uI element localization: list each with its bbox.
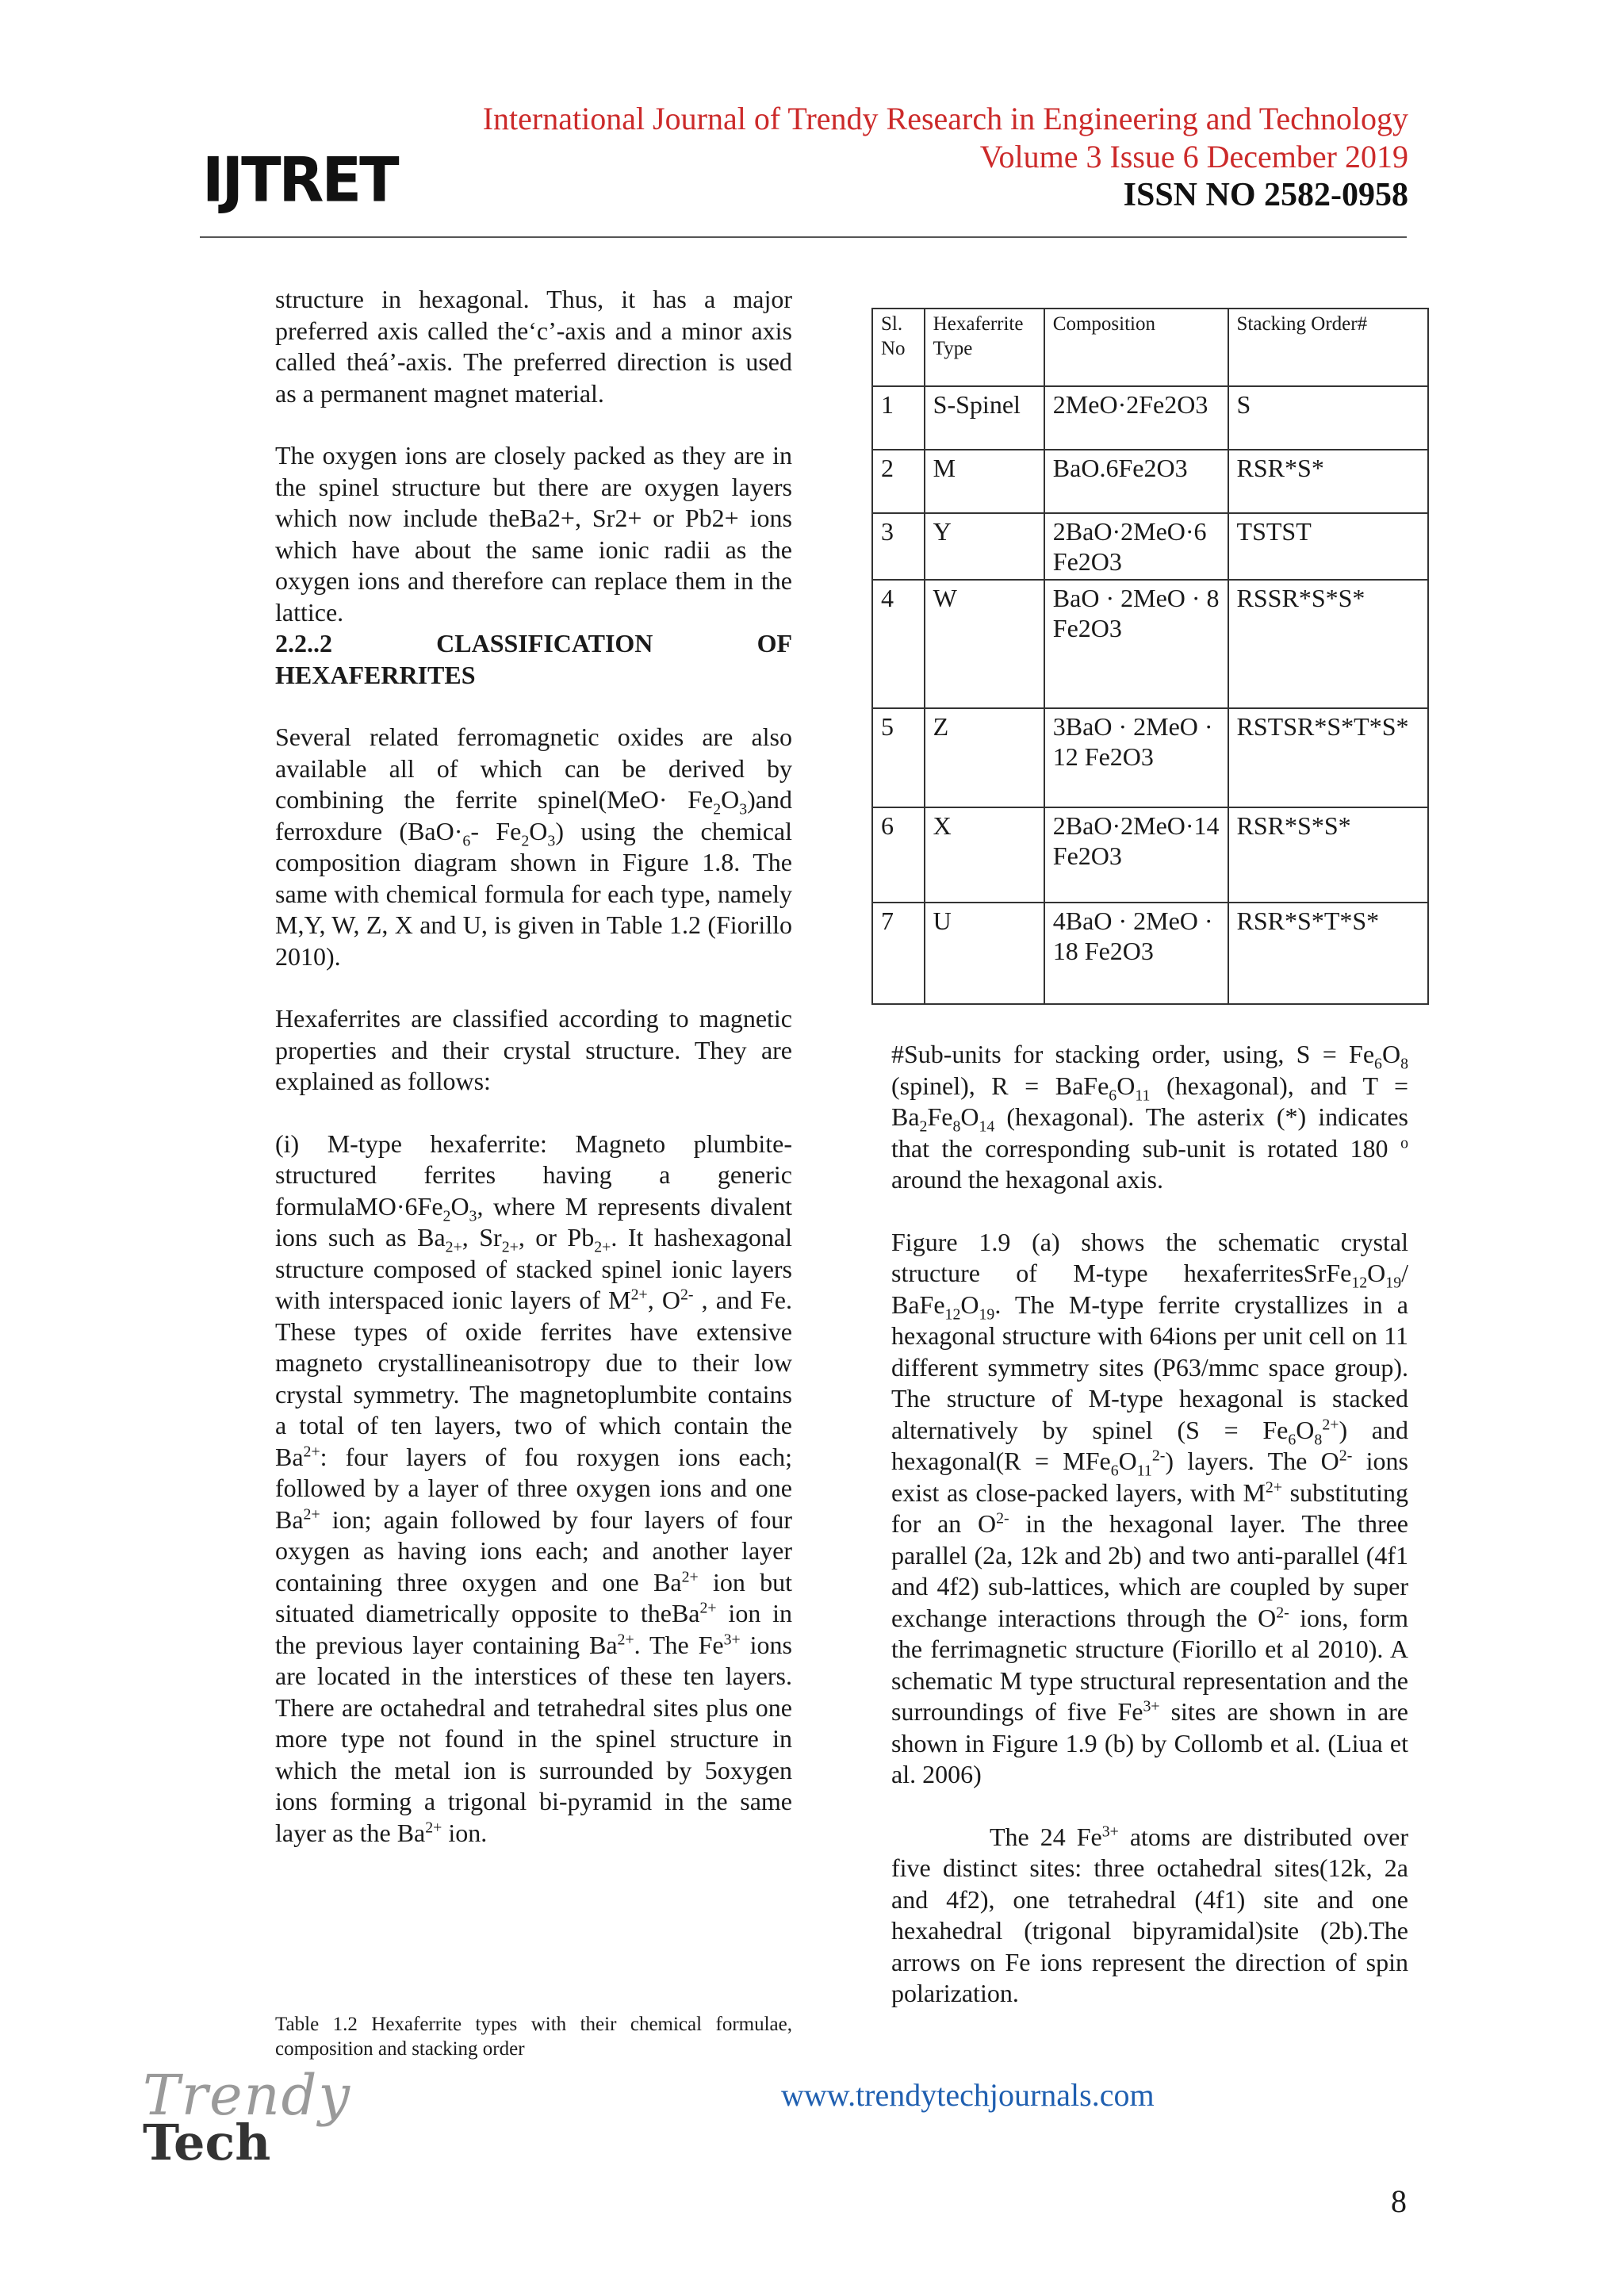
- cell-type: S-Spinel: [925, 386, 1044, 450]
- cell-no: 3: [872, 513, 925, 580]
- paragraph-classification: Hexaferrites are classified according to magnetic properties and their crystal structure. They are explained as follows:: [275, 1004, 792, 1095]
- cell-no: 5: [872, 708, 925, 807]
- cell-composition: 2BaO·2MeO·6 Fe2O3: [1044, 513, 1228, 580]
- cell-type: U: [925, 903, 1044, 1004]
- right-column: [891, 1039, 1408, 2010]
- journal-title: International Journal of Trendy Research in Engineering and Technology: [482, 101, 1408, 136]
- journal-website-link[interactable]: www.trendytechjournals.com: [781, 2077, 1155, 2113]
- cell-composition: BaO · 2MeO · 8 Fe2O3: [1044, 580, 1228, 708]
- cell-composition: 2MeO·2Fe2O3: [1044, 386, 1228, 450]
- page-number: 8: [1391, 2183, 1407, 2219]
- cell-no: 6: [872, 807, 925, 903]
- paragraph-oxygen-layers: The oxygen ions are closely packed as they are in the spinel structure but there are oxygen layers which now include theBa2+, Sr2+ or Pb2+ ions which have about the same ionic radii as the oxygen ions and therefore can replace them in the lattice.: [275, 441, 792, 627]
- left-column: [275, 284, 792, 1849]
- cell-stacking: RSTSR*S*T*S*: [1228, 708, 1428, 807]
- table-row: [872, 903, 1428, 1004]
- section-heading-word-2: OF: [756, 629, 792, 657]
- cell-no: 1: [872, 386, 925, 450]
- table-caption: Table 1.2 Hexaferrite types with their chemical formulae, composition and stacking order: [275, 2014, 792, 2060]
- cell-composition: 2BaO·2MeO·14 Fe2O3: [1044, 807, 1228, 903]
- section-heading-word-1: CLASSIFICATION: [436, 629, 653, 657]
- paragraph-m-type: (i) M-type hexaferrite: Magneto plumbite-structured ferrites having a generic $formulaMO\cdot 6Fe_2O_3$, where M represents divalent ions such as $Ba_{2+}$, $Sr_{2+}$, or $Pb_{2+}$. It hashexagonal structure composed of stacked spinel ionic layers with interspaced ionic layers of $M^{2+}$, $O^{2-}$ , and Fe. These types of oxide ferrites have extensive magneto crystallineanisotropy due to their low crystal symmetry. The magnetoplumbite contains a total of ten layers, two of which contain the $Ba^{2+}$: four layers of fou roxygen ions each; followed by a layer of three oxygen ions and one $Ba^{2+}$ ion; again followed by four layers of four oxygen as having ions each; and another layer containing three oxygen and one $Ba^{2+}$ ion but situated diametrically opposite to theBa$^{2+}$ ion in the previous layer containing $Ba^{2+}$. The $Fe^{3+}$ ions are located in the interstices of these ten layers. There are octahedral and tetrahedral sites plus one more type not found in the spinel structure in which the metal ion is surrounded by 5oxygen ions forming a trigonal bi-pyramid in the same layer as the $Ba^{2+}$ ion.: [275, 1129, 793, 1847]
- journal-logo: IJTRET: [202, 144, 397, 217]
- header-sl-no: Sl. No: [872, 309, 925, 386]
- cell-stacking: S: [1228, 386, 1428, 450]
- table-footnote: #Sub-units for stacking order, using, $S = Fe_6O_8$ (spinel), $R = BaFe_6O_{11}$ (hexagonal), and $T = Ba_2Fe_8O_{14}$ (hexagonal). The asterix (*) indicates that the corresponding sub-unit is rotated 180 $^o$ around the hexagonal axis.: [891, 1040, 1409, 1194]
- table-row: [872, 580, 1428, 708]
- cell-composition: 4BaO · 2MeO · 18 Fe2O3: [1044, 903, 1228, 1004]
- cell-stacking: RSSR*S*S*: [1228, 580, 1428, 708]
- cell-no: 2: [872, 450, 925, 513]
- logo-word-tech: Tech: [143, 2114, 271, 2171]
- header-type: Hexaferrite Type: [925, 309, 1044, 386]
- section-number: 2.2..2: [275, 629, 332, 657]
- table-row: [872, 807, 1428, 903]
- cell-type: M: [925, 450, 1044, 513]
- issn: ISSN NO 2582-0958: [1123, 177, 1408, 213]
- header-stacking-order: Stacking Order#: [1228, 309, 1428, 386]
- section-heading: [275, 628, 792, 660]
- cell-stacking: TSTST: [1228, 513, 1428, 580]
- section-heading-line-2: HEXAFERRITES: [275, 660, 476, 689]
- cell-stacking: RSR*S*: [1228, 450, 1428, 513]
- volume-issue: Volume 3 Issue 6 December 2019: [979, 139, 1408, 174]
- paragraph-fe-atoms: The 24 $Fe^{3+}$ atoms are distributed over five distinct sites: three octahedral sites(12k, 2a and 4f2), one tetrahedral (4f1) site and one hexahedral (trigonal bipyramidal)site (2b).The arrows on Fe ions represent the direction of spin polarization.: [891, 1822, 1408, 2007]
- cell-composition: 3BaO · 2MeO · 12 Fe2O3: [1044, 708, 1228, 807]
- table-row: [872, 708, 1428, 807]
- cell-type: X: [925, 807, 1044, 903]
- table-row: [872, 450, 1428, 513]
- cell-stacking: RSR*S*S*: [1228, 807, 1428, 903]
- cell-type: Y: [925, 513, 1044, 580]
- paragraph-figure-1-9: Figure 1.9 (a) shows the schematic crystal structure of M-type $hexaferritesSrFe_{12}O_{19}/$ $BaFe_{12}O_{19}$. The M-type ferrite crystallizes in a hexagonal structure with 64ions per unit cell on 11 different symmetry sites (P63/mmc space group). The structure of M-type hexagonal is stacked alternatively by spinel $(S = Fe_6O_8^{2+})$ and hexagonal(R = $MFe_6O_{11}^{2-}$) layers. The $O^{2-}$ ions exist as close-packed layers, with $M^{2+}$ substituting for an $O^{2-}$ in the hexagonal layer. The three parallel (2a, 12k and 2b) and two anti-parallel (4f1 and 4f2) sub-lattices, which are coupled by super exchange interactions through the $O^{2-}$ ions, form the ferrimagnetic structure (Fiorillo et al 2010). A schematic M type structural representation and the surroundings of five $Fe^{3+}$ sites are shown in are shown in Figure 1.9 (b) by Collomb et al. (Liua et al. 2006): [891, 1227, 1409, 1788]
- cell-composition: BaO.6Fe2O3: [1044, 450, 1228, 513]
- table-row: [872, 513, 1428, 580]
- table-row: [872, 386, 1428, 450]
- table-header-row: [872, 309, 1428, 386]
- hexaferrite-table: [871, 308, 1429, 1005]
- logo-word-trendy: Trendy: [143, 2063, 352, 2128]
- cell-type: Z: [925, 708, 1044, 807]
- cell-no: 7: [872, 903, 925, 1004]
- cell-stacking: RSR*S*T*S*: [1228, 903, 1428, 1004]
- paragraph-ferromagnetic-oxides: Several related ferromagnetic oxides are also available all of which can be derived by combining the ferrite spinel(MeO· $Fe_2O_3)and$ ferroxdure ($BaO\cdot_6-$ $Fe_2O_3$) using the chemical composition diagram shown in Figure 1.8. The same with chemical formula for each type, namely M,Y, W, Z, X and U, is given in Table 1.2 (Fiorillo 2010).: [275, 723, 793, 971]
- cell-no: 4: [872, 580, 925, 708]
- paragraph-hexagonal-axis: structure in hexagonal. Thus, it has a major preferred axis called the‘c’-axis and a minor axis called theá’-axis. The preferred direction is used as a permanent magnet material.: [275, 285, 792, 408]
- header-divider: [200, 236, 1407, 238]
- trendy-tech-logo: [143, 2063, 352, 2171]
- header-composition: Composition: [1044, 309, 1228, 386]
- cell-type: W: [925, 580, 1044, 708]
